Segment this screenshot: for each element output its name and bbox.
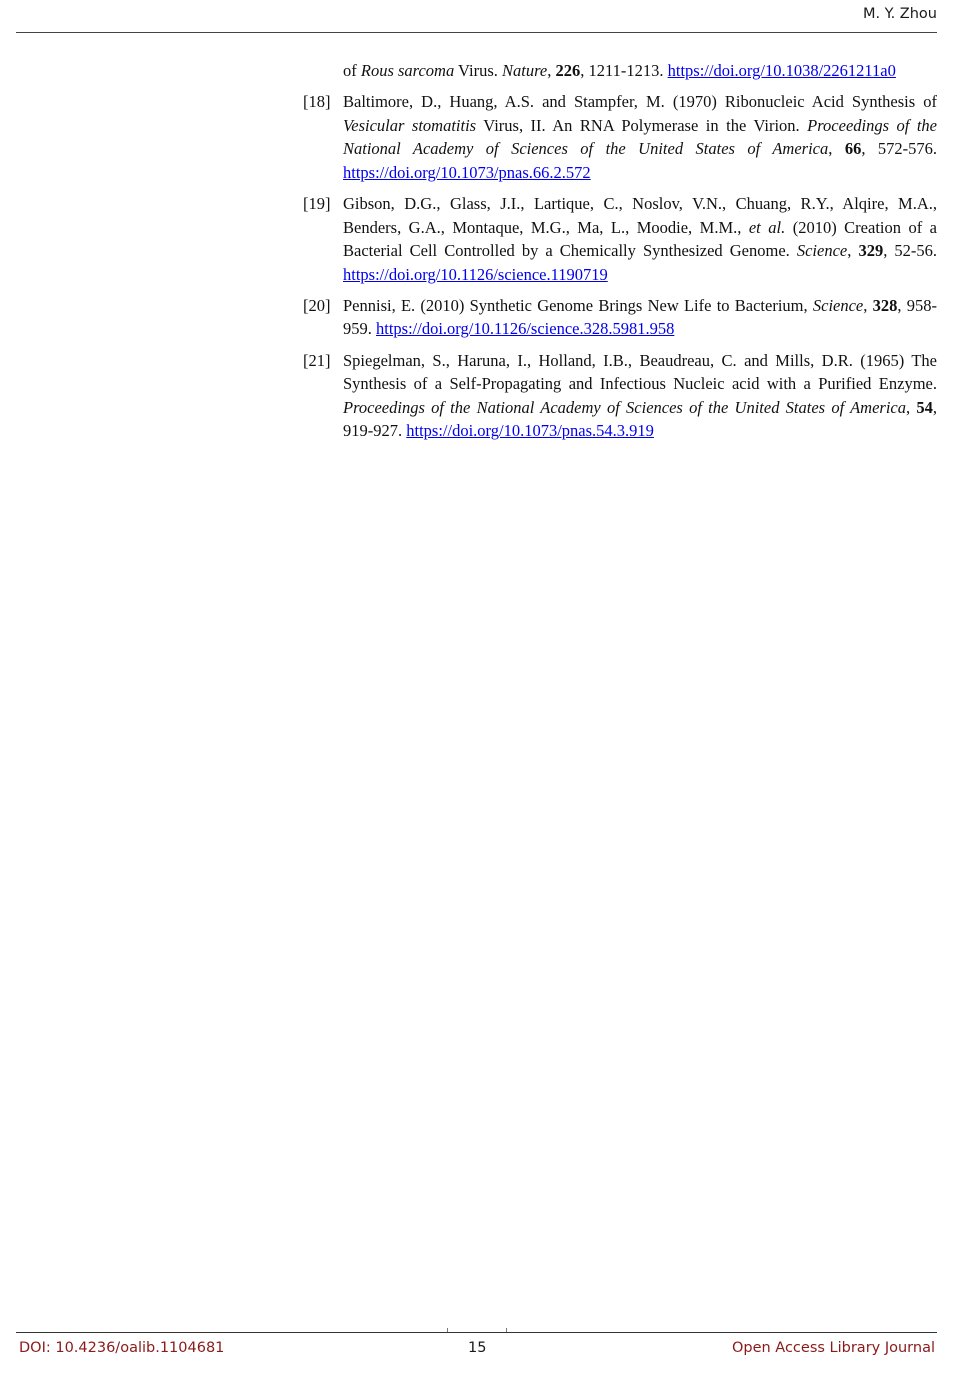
reference-19: [19] Gibson, D.G., Glass, J.I., Lartique, C., Noslov, V.N., Chuang, R.Y., Alqire, M.A., Benders, G.A., Montaque, M.G., Ma, L., Moodie, M.M., et al. (2010) Creation of a Bacterial Cell Controlled by a Chemically Synthesized Genome. Science, 329, 52-56. https://doi.org/10.1126/science.1190719: [303, 193, 938, 284]
footer-journal-name: Open Access Library Journal: [731, 1340, 935, 1356]
reference-21: [21] Spiegelman, S., Haruna, I., Holland, I.B., Beaudreau, C. and Mills, D.R. (1965) The Synthesis of a Self-Propagating and Infectious Nucleic acid with a Purified Enzyme. Proceedings of the National Academy of Sciences of the United States of America, 54, 919-927. https://doi.org/10.1073/pnas.54.3.919: [303, 350, 938, 441]
ref19-volume: 329: [858, 241, 884, 261]
header-divider: [16, 32, 937, 33]
ref21-journal: Proceedings of the National Academy of Sciences of the United States of America: [343, 397, 907, 417]
page-number: 15: [468, 1340, 487, 1356]
ref19-number: [19]: [303, 193, 331, 213]
footer-doi: DOI: 10.4236/oalib.1104681: [19, 1340, 225, 1356]
ref17-volume: 226: [555, 61, 581, 80]
reference-list: [303, 59, 937, 450]
reference-17-continuation: of Rous sarcoma Virus. Nature, 226, 1211-1213. https://doi.org/10.1038/2261211a0: [343, 61, 896, 80]
ref20-number: [20]: [303, 295, 331, 315]
ref21-volume: 54: [916, 397, 933, 417]
ref17-genus: Rous sarcoma: [360, 61, 455, 80]
reference-20: [20] Pennisi, E. (2010) Synthetic Genome Brings New Life to Bacterium, Science, 328, 958-959. https://doi.org/10.1126/science.328.5981.958: [303, 295, 938, 339]
ref21-doi-link[interactable]: https://doi.org/10.1073/pnas.54.3.919: [406, 421, 654, 441]
ref18-journal: Proceedings of the National Academy of Sciences of the United States of America: [343, 115, 938, 159]
reference-18: [18] Baltimore, D., Huang, A.S. and Stampfer, M. (1970) Ribonucleic Acid Synthesis of Vesicular stomatitis Virus, II. An RNA Polymerase in the Virion. Proceedings of the National Academy of Sciences of the United States of America, 66, 572-576. https://doi.org/10.1073/pnas.66.2.572: [303, 92, 938, 182]
ref19-journal: Science: [796, 241, 848, 261]
ref17-journal: Nature: [502, 61, 548, 80]
running-header-author: M. Y. Zhou: [862, 6, 937, 22]
footer-divider: [16, 1332, 937, 1333]
ref20-volume: 328: [872, 295, 898, 315]
ref18-volume: 66: [844, 139, 862, 159]
ref20-doi-link[interactable]: https://doi.org/10.1126/science.328.5981.958: [376, 319, 675, 339]
ref18-doi-link[interactable]: https://doi.org/10.1073/pnas.66.2.572: [343, 162, 591, 182]
ref20-journal: Science: [812, 295, 864, 315]
ref17-doi-link[interactable]: https://doi.org/10.1038/2261211a0: [667, 61, 896, 80]
ref19-doi-link[interactable]: https://doi.org/10.1126/science.1190719: [343, 264, 608, 284]
ref21-number: [21]: [303, 350, 331, 370]
ref18-number: [18]: [303, 92, 331, 112]
